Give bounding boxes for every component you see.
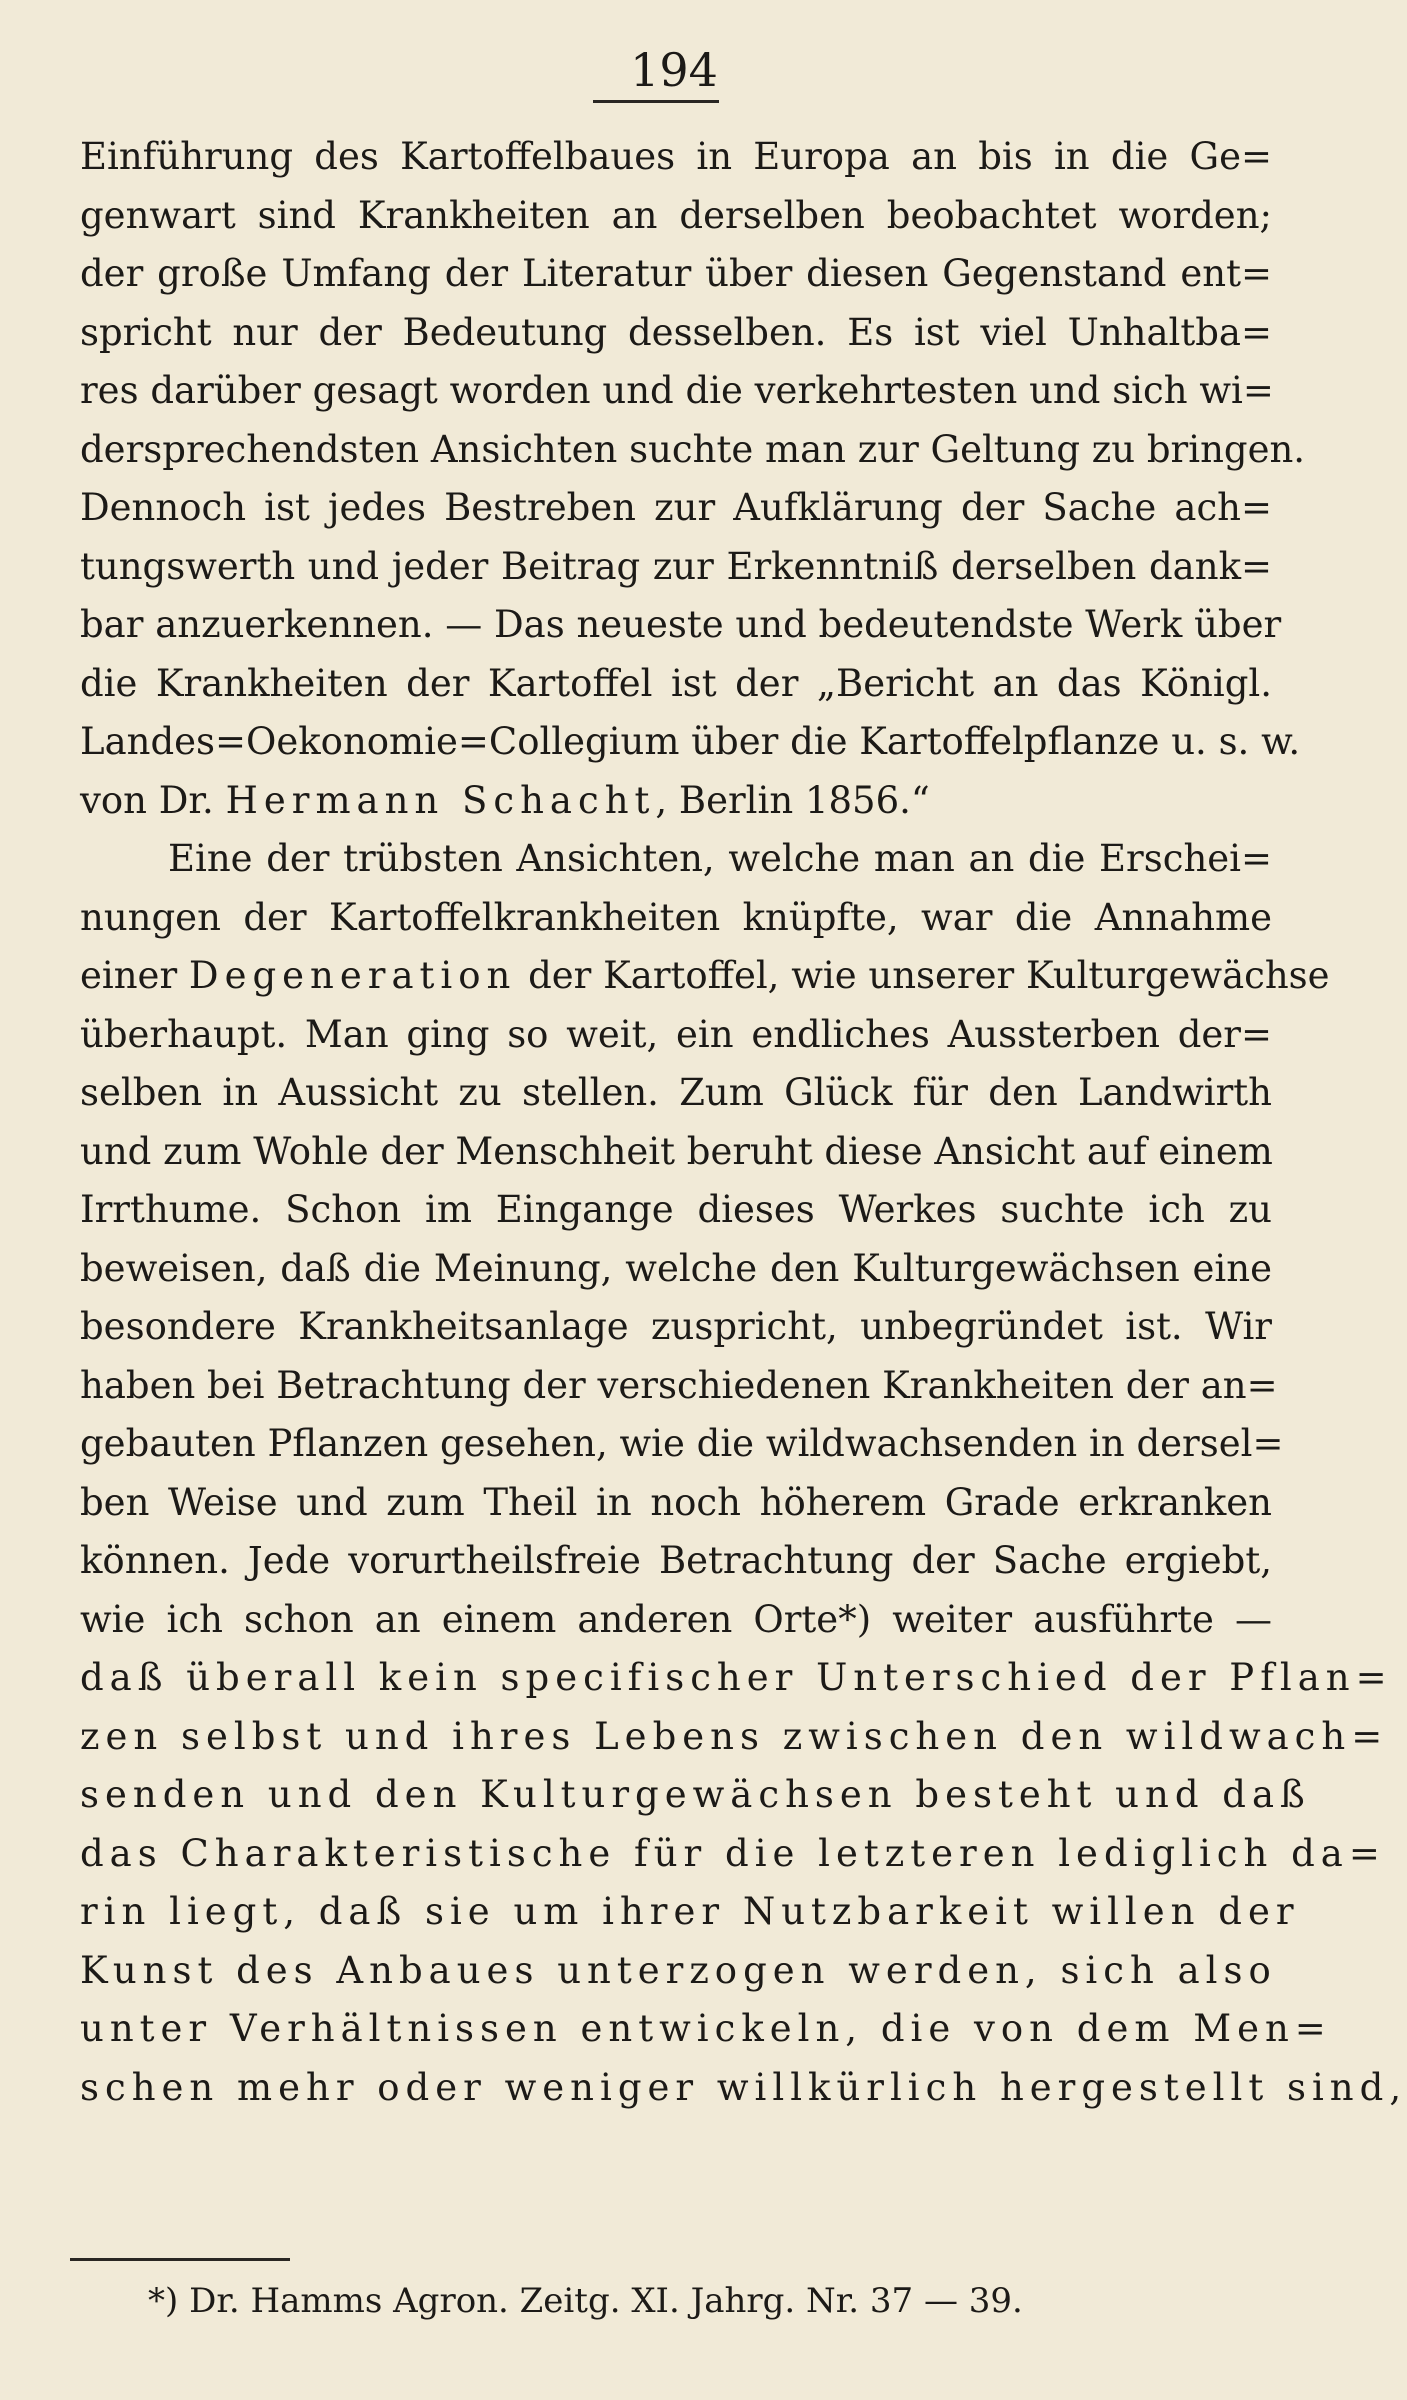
text-line: Landes=Oekonomie=Collegium über die Kartoffelpflanze u. s. w. [80, 720, 1301, 763]
page-number: 194 [630, 43, 718, 97]
text-line: wie ich schon an einem anderen Orte*) weiter ausführte — [80, 1597, 1272, 1641]
emphasized-word: Degeneration [188, 954, 517, 997]
text-line: selben in Aussicht zu stellen. Zum Glück für den Landwirth [80, 1071, 1272, 1114]
text-line: Irrthume. Schon im Eingange dieses Werkes suchte ich zu [80, 1188, 1272, 1231]
text-line: Eine der trübsten Ansichten, welche man an die Erschei= [168, 837, 1272, 880]
spaced-text-line: rin liegt, daß sie um ihrer Nutzbarkeit willen der [80, 1890, 1300, 1933]
spaced-text-line: zen selbst und ihres Lebens zwischen den wildwach= [80, 1714, 1389, 1758]
spaced-text-line: daß überall kein specifischer Unterschied der Pflan= [80, 1656, 1393, 1699]
text-line: gebauten Pflanzen gesehen, wie die wildwachsenden in dersel= [80, 1422, 1284, 1465]
text-fragment: einer [80, 954, 189, 997]
text-line: dersprechendsten Ansichten suchte man zur Geltung zu bringen. [80, 427, 1306, 471]
footnote-rule [70, 2258, 290, 2261]
author-name: Hermann Schacht [225, 778, 656, 822]
text-fragment: , Berlin 1856.“ [655, 778, 930, 822]
text-line: genwart sind Krankheiten an derselben beobachtet worden; [80, 193, 1272, 237]
spaced-text-line: schen mehr oder weniger willkürlich hergestellt sind, [80, 2065, 1407, 2109]
text-line: tungswerth und jeder Beitrag zur Erkenntniß derselben dank= [80, 544, 1272, 588]
footnote: *) Dr. Hamms Agron. Zeitg. XI. Jahrg. Nr. 37 — 39. [148, 2281, 1023, 2321]
text-fragment: von Dr. [80, 778, 226, 822]
spaced-text-line: das Charakteristische für die letzteren lediglich da= [80, 1831, 1386, 1875]
text-line: und zum Wohle der Menschheit beruht diese Ansicht auf einem [80, 1129, 1273, 1173]
paragraph-2 [80, 830, 1407, 2117]
text-line: Einführung des Kartoffelbaues in Europa an bis in die Ge= [80, 135, 1272, 178]
text-line: die Krankheiten der Kartoffel ist der „Bericht an das Königl. [80, 661, 1272, 705]
text-line [80, 772, 1272, 831]
text-line: Dennoch ist jedes Bestreben zur Aufklärung der Sache ach= [80, 486, 1272, 529]
text-line: beweisen, daß die Meinung, welche den Kulturgewächsen eine [80, 1246, 1272, 1290]
text-line: res darüber gesagt worden und die verkehrtesten und sich wi= [80, 369, 1274, 412]
text-line: der große Umfang der Literatur über diesen Gegenstand ent= [80, 252, 1272, 295]
text-fragment: der Kartoffel, wie unserer Kulturgewächse [516, 954, 1330, 997]
body-text [80, 128, 1407, 2117]
text-line: können. Jede vorurtheilsfreie Betrachtung der Sache ergiebt, [80, 1539, 1272, 1582]
text-line [80, 947, 1330, 1006]
text-line: ben Weise und zum Theil in noch höherem Grade erkranken [80, 1480, 1272, 1524]
text-line: besondere Krankheitsanlage zuspricht, unbegründet ist. Wir [80, 1305, 1272, 1348]
spaced-text-line: unter Verhältnissen entwickeln, die von dem Men= [80, 2007, 1332, 2050]
page-number-rule [593, 100, 719, 103]
text-line: bar anzuerkennen. — Das neueste und bedeutendste Werk über [80, 603, 1282, 646]
spaced-text-line: senden und den Kulturgewächsen besteht und daß [80, 1773, 1311, 1816]
text-line: überhaupt. Man ging so weit, ein endliches Aussterben der= [80, 1012, 1272, 1056]
text-line: nungen der Kartoffelkrankheiten knüpfte, war die Annahme [80, 895, 1272, 939]
text-line: haben bei Betrachtung der verschiedenen Krankheiten der an= [80, 1363, 1278, 1407]
paragraph-1 [80, 128, 1306, 830]
text-line: spricht nur der Bedeutung desselben. Es ist viel Unhaltba= [80, 310, 1272, 354]
spaced-text-line: Kunst des Anbaues unterzogen werden, sich also [80, 1948, 1277, 1992]
